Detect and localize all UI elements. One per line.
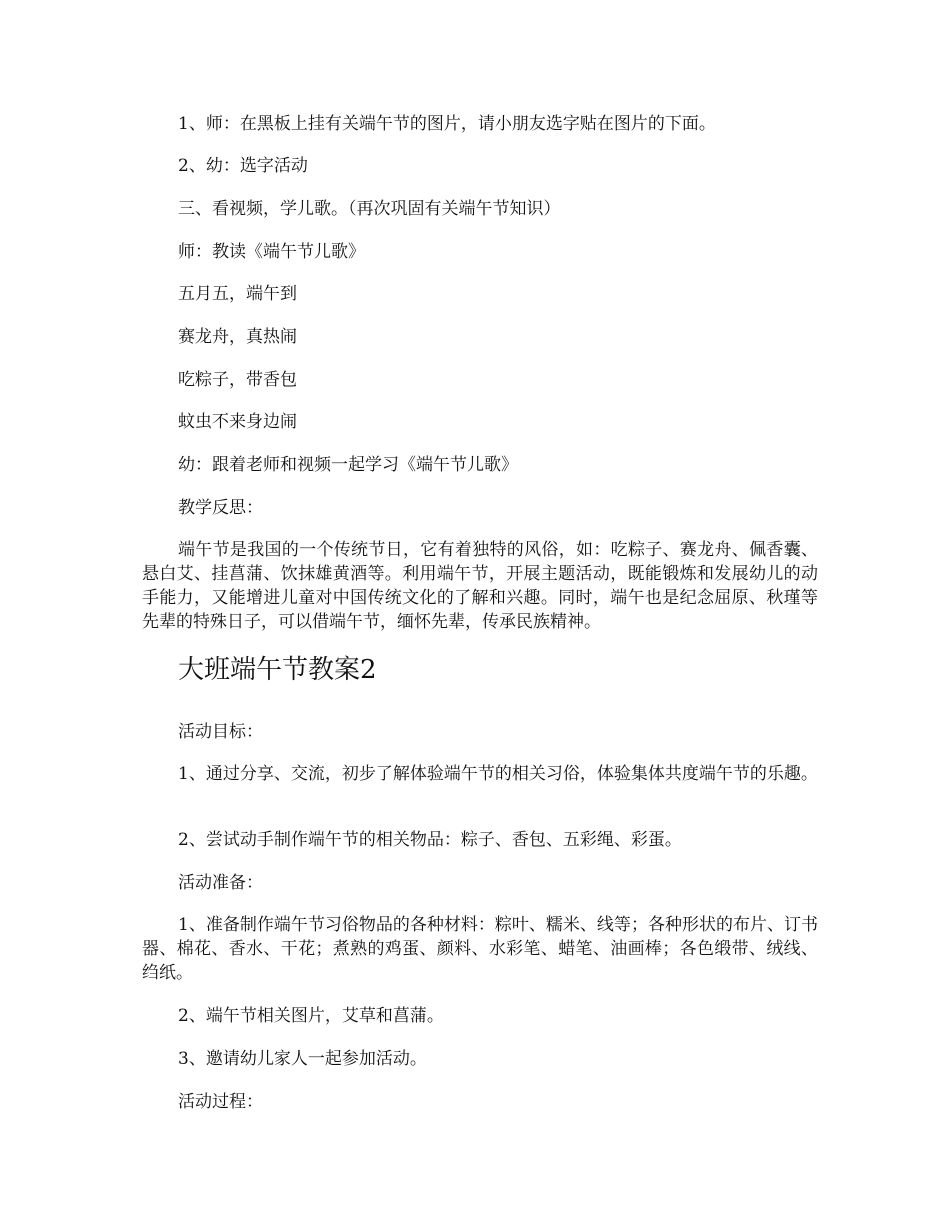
- process-heading: 活动过程：: [178, 1092, 263, 1112]
- text-line: 五月五，端午到: [178, 284, 297, 304]
- text-line: 吃粽子，带香包: [178, 370, 297, 390]
- reflection-paragraph: 端午节是我国的一个传统节日，它有着独特的风俗，如：吃粽子、赛龙舟、佩香囊、悬白艾、挂菖蒲、饮抹雄黄酒等。利用端午节，开展主题活动，既能锻炼和发展幼儿的动手能力，又能增进儿童对中国传统文化的了解和兴趣。同时，端午也是纪念屈原、秋瑾等先辈的特殊日子，可以借端午节，缅怀先辈，传承民族精神。: [142, 540, 818, 632]
- prep-heading: 活动准备：: [178, 873, 263, 893]
- text-line: 1、师：在黑板上挂有关端午节的图片，请小朋友选字贴在图片的下面。: [178, 114, 716, 134]
- prep-item: 2、端午节相关图片，艾草和菖蒲。: [178, 1006, 444, 1026]
- prep-item: 1、准备制作端午节习俗物品的各种材料：粽叶、糯米、线等；各种形状的布片、订书器、棉花、香水、干花；煮熟的鸡蛋、颜料、水彩笔、蜡笔、油画棒；各色缎带、绒线、绉纸。: [142, 915, 818, 983]
- text-line: 幼：跟着老师和视频一起学习《端午节儿歌》: [178, 455, 518, 475]
- text-line: 师：教读《端午节儿歌》: [178, 242, 365, 262]
- goal-item: 2、尝试动手制作端午节的相关物品：粽子、香包、五彩绳、彩蛋。: [178, 830, 682, 850]
- text-line: 三、看视频，学儿歌。（再次巩固有关端午节知识）: [178, 199, 561, 219]
- text-line: 赛龙舟，真热闹: [178, 327, 297, 347]
- text-line: 教学反思：: [178, 498, 263, 518]
- goal-heading: 活动目标：: [178, 722, 263, 742]
- goal-item: 1、通过分享、交流，初步了解体验端午节的相关习俗，体验集体共度端午节的乐趣。: [178, 764, 818, 784]
- text-line: 2、幼：选字活动: [178, 156, 308, 176]
- text-line: 蚊虫不来身边闹: [178, 412, 297, 432]
- prep-item: 3、邀请幼儿家人一起参加活动。: [178, 1049, 427, 1069]
- section-title: 大班端午节教案2: [178, 655, 377, 685]
